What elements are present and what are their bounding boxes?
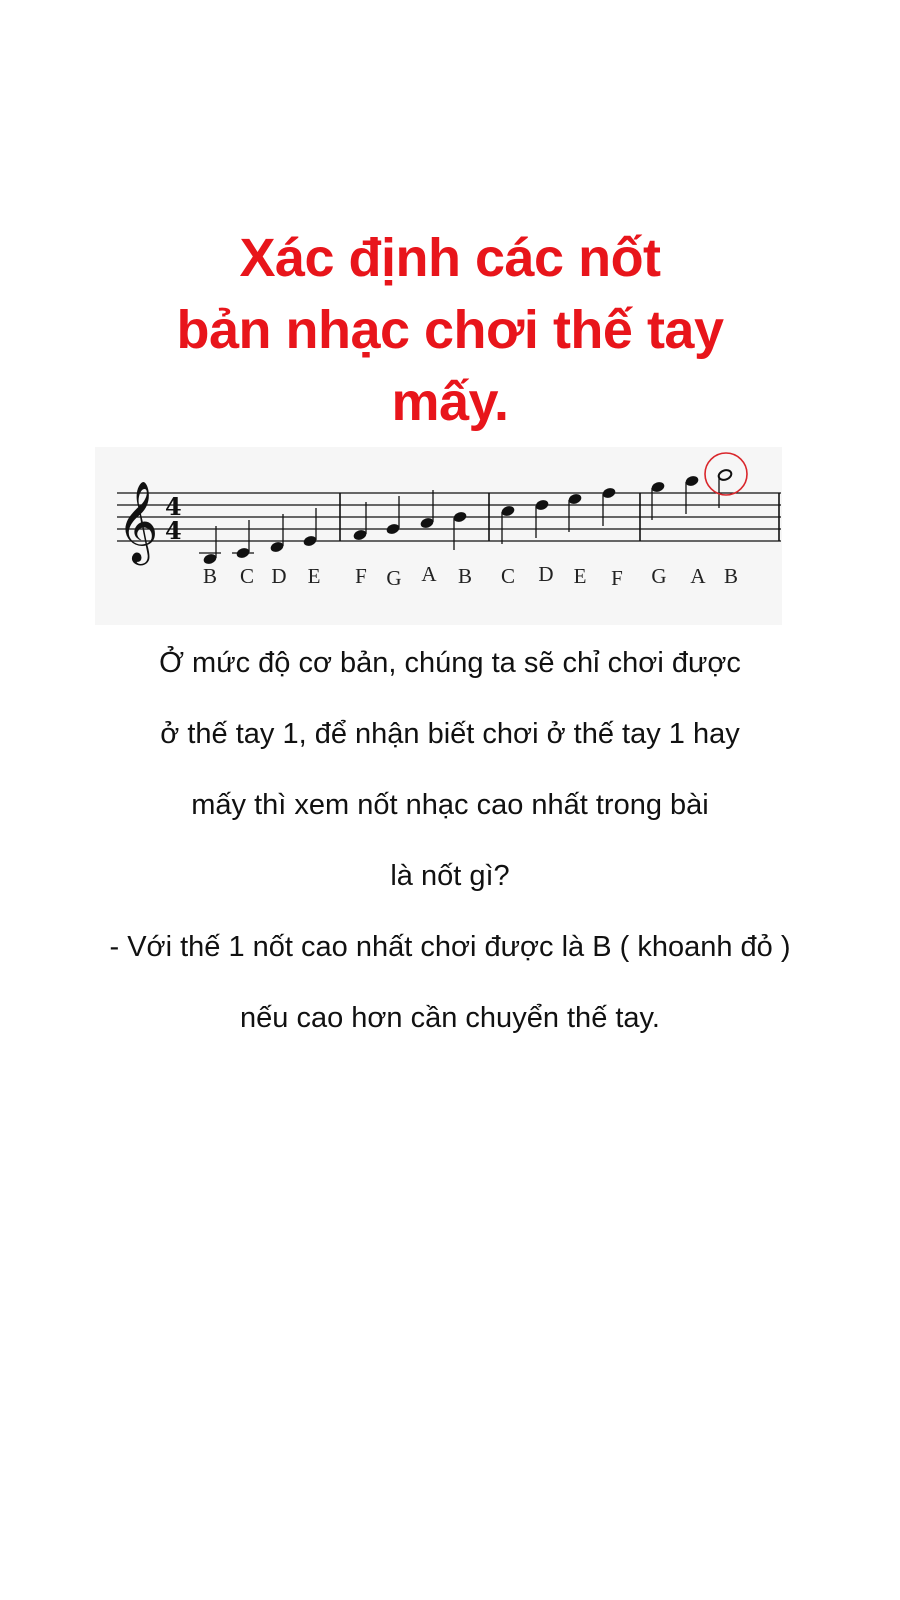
body-line-2: ở thế tay 1, để nhận biết chơi ở thế tay 1 hay [160, 718, 740, 750]
music-staff [95, 447, 782, 625]
note-letter-2: C [239, 564, 255, 588]
notes-group [199, 453, 747, 566]
page-title [0, 222, 900, 438]
note-2 [232, 520, 254, 560]
music-staff-image [95, 447, 782, 625]
highlight-circle [705, 453, 747, 495]
body-line-3: mấy thì xem nốt nhạc cao nhất trong bài [191, 789, 709, 821]
note-letters-group [203, 562, 738, 590]
body-line-1: Ở mức độ cơ bản, chúng ta sẽ chỉ chơi được [159, 647, 741, 679]
note-15 [705, 453, 747, 508]
note-8 [452, 510, 467, 550]
note-letter-7: A [421, 562, 437, 586]
note-4 [302, 508, 317, 548]
note-letter-11: E [573, 564, 587, 588]
note-6 [385, 496, 400, 536]
explanation-text [0, 628, 900, 1054]
note-letter-10: D [538, 562, 554, 586]
title-line-1: Xác định các nốt [239, 228, 661, 288]
treble-clef-icon: 𝄞 [117, 480, 159, 562]
note-letter-4: E [307, 564, 321, 588]
title-line-2: bản nhạc chơi thế tay [176, 300, 724, 360]
note-letter-12: F [611, 566, 623, 590]
note-12 [601, 486, 616, 526]
body-line-5: - Với thế 1 nốt cao nhất chơi được là B ( khoanh đỏ ) [109, 931, 791, 963]
note-letter-6: G [386, 566, 402, 590]
note-letter-14: A [690, 564, 706, 588]
note-7 [419, 490, 434, 530]
note-letter-8: B [457, 564, 473, 588]
note-3 [269, 514, 284, 554]
note-letter-9: C [500, 564, 516, 588]
note-10 [534, 498, 549, 538]
note-letter-15: B [723, 564, 739, 588]
note-9 [500, 504, 515, 544]
title-line-3: mấy. [391, 372, 509, 432]
note-letter-1: B [202, 564, 218, 588]
note-13 [650, 480, 665, 520]
note-letter-5: F [355, 564, 367, 588]
note-letter-3: D [271, 564, 287, 588]
note-1 [199, 526, 221, 566]
time-signature-top: 4 [165, 492, 182, 521]
note-14 [684, 474, 699, 514]
note-letter-13: G [651, 564, 667, 588]
body-line-6: nếu cao hơn cần chuyển thế tay. [240, 1002, 660, 1034]
body-line-4: là nốt gì? [390, 860, 510, 892]
note-5 [352, 502, 367, 542]
time-signature-bottom: 4 [165, 516, 182, 545]
note-11 [567, 492, 582, 532]
